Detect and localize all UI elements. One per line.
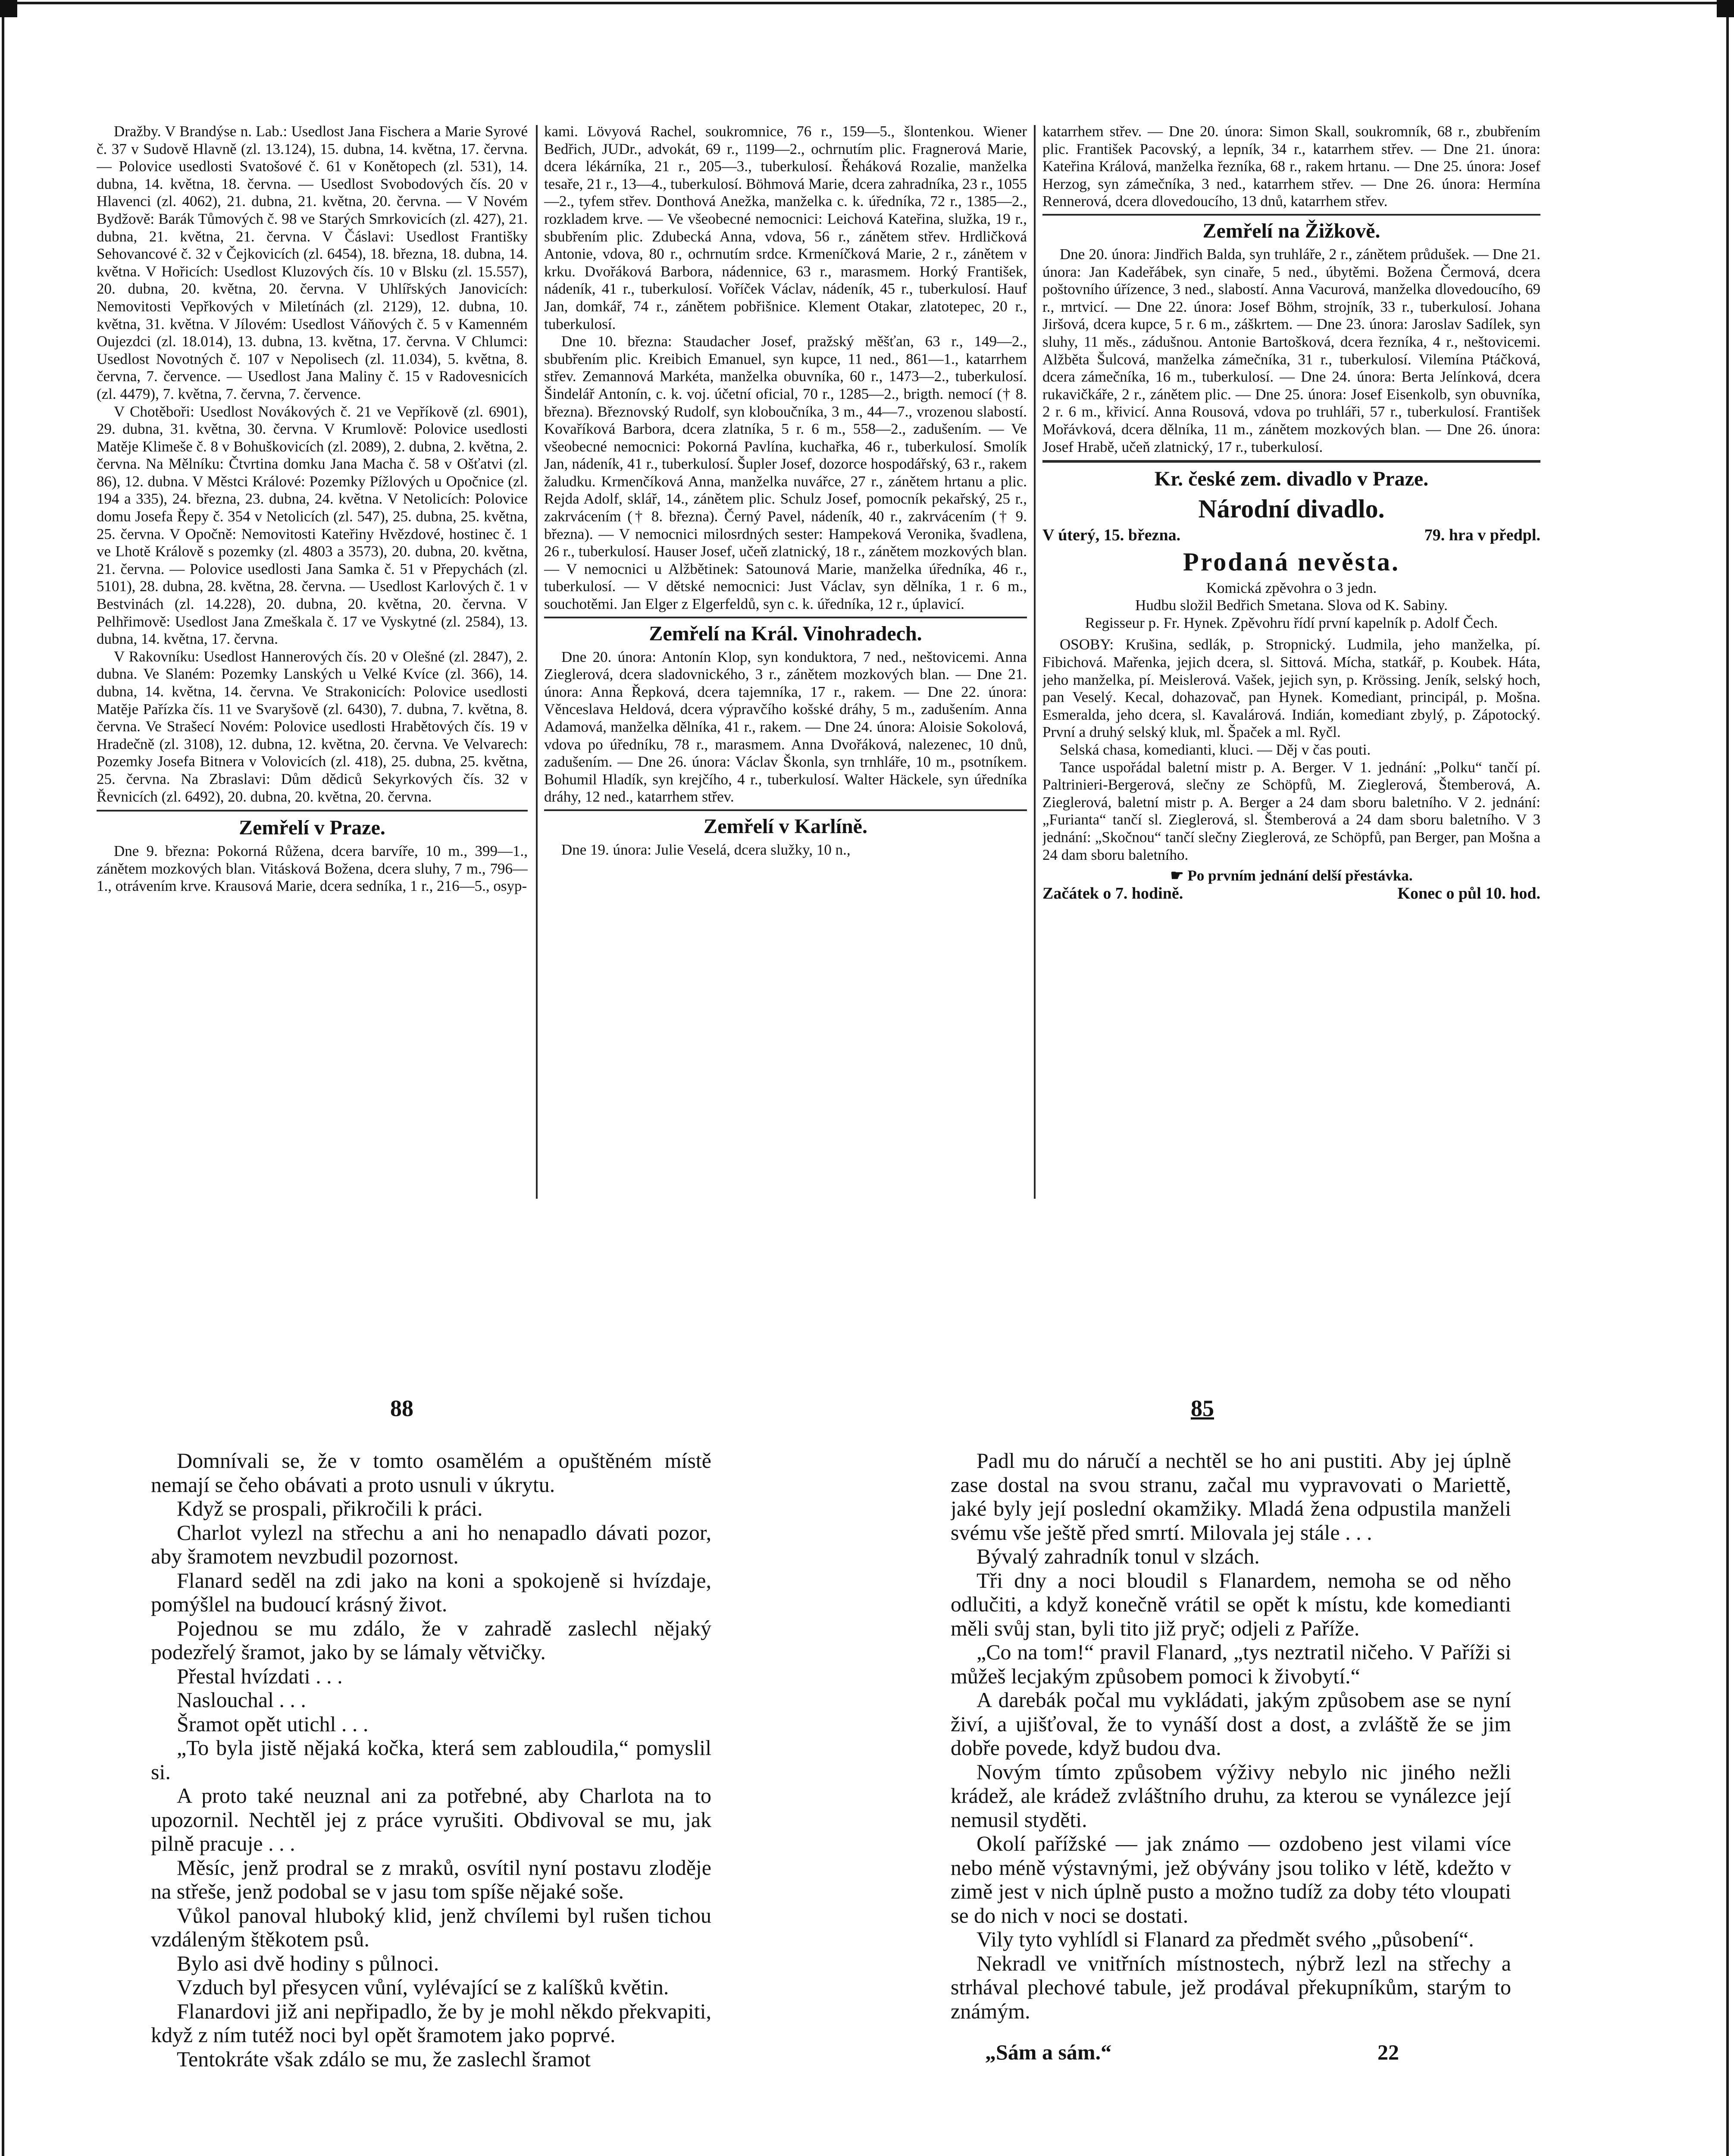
deaths-prague-march10: Dne 10. března: Staudacher Josef, pražský měšťan, 63 r., 149—2., sbubřením plic. Kreibich Emanuel, syn kupce, 11 ned., 861—1., katarrhem střev. Zemannová Markéta, manželka obuvníka, 60 r., 1473—2., tuberkulosí. Šindelář Antonín, c. k. voj. účetní oficial, 70 r., 1285—2., brigth. nemocí († 8. března). Březnovský Rudolf, syn kloboučníka, 3 m., 44—7., vrozenou slabostí. Kovaříková Barbora, dcera zlatníka, 5 r. 6 m., 558—2., zadušením. — Ve všeobecné nemocnici: Pokorná Pavlína, kuchařka, 46 r., tuberkulosí. Smolík Jan, nádeník, 41 r., tuberkulosí. Šupler Josef, dozorce hospodářský, 63 r., rakem žaludku. Krmenčíková Anna, manželka nuvářce, 27 r., zánětem hrtanu a plic. Rejda Adolf, sklář, 14., zánětem plic. Schulz Josef, pomocník pekařský, 25 r., zakrvácením († 8. března). Černý Pavel, nádeník, 40 r., zakrvácením († 9. března). — V nemocnici milosrdných sester: Hampeková Veronika, švadlena, 26 r., tuberkulosí. Hauser Josef, učeň zlatnický, 18 r., zánětem mozkových blan. — V nemocnici u Alžbětinek: Satounová Marie, manželka úředníka, 46 r., tuberkulosí. — V dětské nemocnici: Just Václav, syn dělníka, 1 r. 6 m., souchotěmi. Jan Elger z Elgerfeldů, syn c. k. úředníka, 12 r., úplavicí. <box>544 333 1027 613</box>
showtime-row <box>1042 885 1540 903</box>
column-3 <box>1042 123 1540 1203</box>
story-page-left <box>151 1449 711 2156</box>
auction-notices-cont: V Chotěboři: Usedlost Novákových č. 21 ve Vepříkově (zl. 6901), 29. dubna, 31. května, 30. června. V Krumlově: Polovice usedlosti Matěje Klimeše č. 8 v Bohuškovicích (zl. 2089), 2. dubna, 2. května, 2. června. Na Mělníku: Čtvrtina domku Jana Macha č. 58 v Ošťatvi (zl. 86), 12. dubna. V Městci Králové: Pozemky Pížlových u Opočnice (zl. 194 a 335), 24. března, 23. dubna, 24. května. V Netolicích: Polovice domu Josefa Řepy č. 354 v Netolicích (zl. 547), 25. dubna, 25. května, 25. června. V Opočně: Nemovitosti Kateřiny Hvězdové, hostinec č. 1 ve Lhotě Králově s pozemky (zl. 4803 a 3573), 20. dubna, 20. května, 21. června. — Polovice usedlosti Jana Samka č. 51 v Přepychách (zl. 5101), 28. dubna, 28. května, 28. června. — Usedlost Karlových č. 1 v Bestvinách (zl. 14.228), 20. dubna, 20. května, 20. června. V Pelhřimově: Usedlost Jana Zmeškala č. 17 ve Vyskytné (zl. 2584), 13. dubna, 14. května, 17. června. <box>97 403 528 648</box>
story-paragraph: Bývalý zahradník tonul v slzách. <box>977 1544 1260 1568</box>
divider <box>97 810 528 812</box>
story-paragraph: Bylo asi dvě hodiny s půlnoci. <box>177 1951 439 1975</box>
theatre-performance-number: 79. hra v předpl. <box>1424 526 1540 545</box>
page-footer <box>951 2040 1511 2065</box>
heading-deaths-prague: Zemřelí v Praze. <box>239 816 385 840</box>
column-divider <box>536 125 538 1199</box>
story-paragraph: Přestal hvízdati . . . <box>177 1664 343 1688</box>
story-paragraph: Charlot vylezl na střechu a ani ho nenapadlo dávati pozor, aby šramotem nevzbudil pozornost. <box>151 1520 711 1568</box>
deaths-karlin-cont: katarrhem střev. — Dne 20. února: Simon Skall, soukromník, 68 r., zbubřením plic. František Pacovský, a lepník, 34 r., katarrhem střev. — Dne 21. února: Kateřina Králová, manželka řezníka, 68 r., rakem hrtanu. — Dne 25. února: Josef Herzog, syn zámečníka, 3 ned., katarrhem střev. — Dne 26. února: Hermína Rennerová, dcera dlovedoucího, 13 dnů, katarrhem střev. <box>1042 123 1540 210</box>
story-paragraph: Vůkol panoval hluboký klid, jenž chvílemi byl rušen tichou vzdáleným štěkotem psů. <box>151 1903 711 1951</box>
heading-deaths-vinohrady: Zemřelí na Král. Vinohradech. <box>649 622 922 645</box>
story-paragraph: Domnívali se, že v tomto osamělém a opuštěném místě nemají se čeho obávati a proto usnuli v úkrytu. <box>151 1449 711 1497</box>
story-paragraph: Vily tyto vyhlídl si Flanard za předmět svého „působení“. <box>977 1927 1474 1951</box>
footer-title: „Sám a sám.“ <box>985 2040 1112 2064</box>
theatre-date-row <box>1042 526 1540 544</box>
story-paragraph: Novým tímto způsobem výživy nebylo nic jiného nežli krádež, ale krádež zvláštního druhu, za kterou se vynálezce její nemusil styděti. <box>951 1759 1511 1832</box>
deaths-karlin-text: Dne 19. února: Julie Veselá, dcera služky, 10 n., <box>561 841 851 858</box>
start-time: Začátek o 7. hodině. <box>1042 884 1183 903</box>
heading-deaths-karlin: Zemřelí v Karlíně. <box>704 815 867 838</box>
story-paragraph: Tentokráte však zdálo se mu, že zaslechl šramot <box>177 2046 591 2071</box>
story-paragraph: A darebák počal mu vykládati, jakým způsobem ase se nyní živí, a ujišťoval, že to vynáší dost a dost, a zvláště že se jim dobře povede, když budou dva. <box>951 1688 1511 1760</box>
story-page-right <box>951 1449 1511 2156</box>
story-paragraph: Když se prospali, přikročili k práci. <box>177 1496 483 1520</box>
corner-mark <box>1717 0 1734 17</box>
play-credits: Hudbu složil Bedřich Smetana. Slova od K. Sabiny. <box>1135 597 1448 614</box>
story-paragraph: Tři dny a noci bloudil s Flanardem, nemoha se od něho odlučiti, a když konečně vrátil se opět k místu, kde komedianti měli svůj stan, byli tito již pryč; odjeli z Paříže. <box>951 1568 1511 1640</box>
play-title: Prodaná nevěsta. <box>1183 547 1400 576</box>
story-paragraph: Měsíc, jenž prodral se z mraků, osvítil nyní postavu zloděje na střeše, jenž podobal se v jasu tom spíše nějaké soše. <box>151 1855 711 1903</box>
deaths-zizkov-text: Dne 20. února: Jindřich Balda, syn truhláře, 2 r., zánětem průdušek. — Dne 21. února: Jan Kadeřábek, syn cinaře, 5 ned., úbytěmi. Božena Čermová, dcera poštovního úřízence, 3 ned., slabostí. Anna Vacurová, manželka dlovedoucího, 69 r., mrtvicí. — Dne 22. února: Josef Böhm, strojník, 33 r., tuberkulosí. Johana Jiršová, dcera kupce, 5 r. 6 m., záškrtem. — Dne 23. února: Jaroslav Sadílek, syn sluhy, 11 měs., zádušnou. Antonie Bartošková, dcera řezníka, 4 r., neštovicemi. Alžběta Šulcová, manželka zámečníka, 31 r., tuberkulosí. Vilemína Ptáčková, dcera zámečníka, 16 m., tuberkulosí. — Dne 24. února: Berta Jelínková, dcera rukavičkáře, 2 r., zánětem plic. — Dne 25. února: Josef Eisenkolb, syn obuvníka, 2 r. 6 m., křivicí. Anna Rousová, vdova po truhláři, 57 r., tuberkulosí. František Mořávková, dcera dělníka, 11 m., zánětem mozkových blan. — Dne 26. února: Josef Hrabě, učeň zlatnický, 17 r., tuberkulosí. <box>1042 245 1540 455</box>
divider <box>544 617 1027 618</box>
story-paragraph: Flanardovi již ani nepřipadlo, že by je mohl někdo překvapiti, když z ním tutéž noci byl opět šramotem jako poprvé. <box>151 1999 711 2047</box>
story-paragraph: A proto také neuznal ani za potřebné, aby Charlota na to upozornil. Nechtěl jej z práce vyrušiti. Obdivoval se mu, jak pilně pracuje . . . <box>151 1783 711 1855</box>
divider <box>544 809 1027 811</box>
story-paragraph: Vzduch byl přesycen vůní, vylévající se z kalíšků květin. <box>177 1975 669 1999</box>
column-2 <box>544 123 1027 1203</box>
auction-notices: Dražby. V Brandýse n. Lab.: Usedlost Jana Fischera a Marie Syrové č. 37 v Sudově Hlavně (zl. 13.124), 15. dubna, 14. května, 17. června. — Polovice usedlosti Svatošové č. 61 v Konětopech (zl. 531), 14. dubna, 14. května, 18. června. — Usedlost Svobodových čís. 20 v Hlavenci (zl. 4062), 21. dubna, 21. května, 20. června. — V Novém Bydžově: Barák Tůmových č. 98 ve Starých Smrkovicích (zl. 427), 21. dubna, 21. května, 21. června. V Čáslavi: Usedlost Františky Sehovancové č. 32 v Čejkovicích (zl. 6454), 18. března, 18. dubna, 14. května. V Hořicích: Usedlost Kluzových čís. 10 v Blsku (zl. 15.557), 20. dubna, 20. května, 20. června. V Uhlířských Janovicích: Nemovitosti Vepřkových v Miletínách (zl. 2129), 12. dubna, 10. května, 31. května. V Jílovém: Usedlost Váňových č. 5 v Kamenném Oujezdci (zl. 18.014), 13. dubna, 13. května, 17. června. V Chlumci: Usedlost Novotných č. 107 v Nepolisech (zl. 11.034), 5. května, 8. června, 7. července. — Usedlost Jana Maliny č. 15 v Radovesnicích (zl. 4479), 7. května, 7. června, 7. července. <box>97 123 528 402</box>
intermission-note: ☛ Po prvním jednání delší přestávka. <box>1170 867 1413 884</box>
story-paragraph: Pojednou se mu zdálo, že v zahradě zaslechl nějaký podezřelý šramot, jako by se lámaly větvičky. <box>151 1616 711 1664</box>
deaths-prague-cont: kami. Lövyová Rachel, soukromnice, 76 r., 159—5., šlontenkou. Wiener Bedřich, JUDr., advokát, 69 r., 1199—2., ochrnutím plic. Fragnerová Marie, dcera lékárníka, 21 r., 205—3., tuberkulosí. Řeháková Rozalie, manželka tesaře, 21 r., 13—4., tuberkulosí. Böhmová Marie, dcera zahradníka, 23 r., 1055—2., tyfem střev. Donthová Anežka, manželka c. k. úředníka, 72 r., 1385—2., rozkladem krve. — Ve všeobecné nemocnici: Leichová Kateřina, služka, 19 r., sbubřením plic. Zdubecká Anna, vdova, 56 r., zánětem střev. Hrdličková Antonie, vdova, 80 r., ochrnutím srdce. Krmeníčková Marie, 2 r., zánětem v krku. Dvořáková Barbora, nádennice, 63 r., marasmem. Horký František, nádeník, 41 r., tuberkulosí. Voříček Václav, nádeník, 45 r., tuberkulosí. Hauf Jan, domkář, 74 r., zánětem pobřišnice. Klement Otakar, zlatotepec, 20 r., tuberkulosí. <box>544 123 1027 332</box>
story-paragraph: Šramot opět utichl . . . <box>177 1711 369 1736</box>
heading-national-theatre: Národní divadlo. <box>1198 495 1385 523</box>
column-1 <box>97 123 528 1203</box>
corner-mark <box>0 0 17 17</box>
story-paragraph: Naslouchal . . . <box>177 1688 306 1712</box>
story-paragraph: Flanard seděl na zdi jako na koni a spokojeně si hvízdaje, pomýšlel na budoucí krásný život. <box>151 1568 711 1616</box>
page-number-right: 85 <box>1191 1395 1214 1421</box>
divider <box>1042 214 1540 216</box>
theatre-date: V úterý, 15. března. <box>1042 526 1181 545</box>
column-divider <box>1034 125 1036 1199</box>
story-paragraph: Padl mu do náručí a nechtěl se ho ani pustiti. Aby jej úplně zase dostal na svou stranu, začal mu vypravovati o Mariettě, jaké byly její poslední okamžiky. Mladá žena odpustila manželi svému vše ještě před smrtí. Milovala jej stále . . . <box>951 1449 1511 1545</box>
play-genre: Komická zpěvohra o 3 jedn. <box>1206 579 1377 596</box>
footer-signature-number: 22 <box>1377 2040 1399 2064</box>
play-chorus: Selská chasa, komedianti, kluci. — Děj v čas pouti. <box>1060 741 1371 758</box>
story-paragraph: Okolí pařížské — jak známo — ozdobeno jest vilami více nebo méně výstavnými, jež obývány jsou toliko v létě, kdežto v zimě jest v nich úplně pusto a možno tudíž za doby této vloupati se do nich v noci se dostati. <box>951 1831 1511 1927</box>
page-number-left: 88 <box>390 1395 413 1421</box>
deaths-prague-text: Dne 9. března: Pokorná Růžena, dcera barvíře, 10 m., 399—1., zánětem mozkových blan. Vitásková Božena, dcera sluhy, 7 m., 796—1., otrávením krve. Krausová Marie, dcera sedníka, 1 r., 216—5., osyp- <box>97 843 528 895</box>
heading-theatre: Kr. české zem. divadlo v Praze. <box>1154 467 1429 491</box>
play-cast: OSOBY: Krušina, sedlák, p. Stropnický. Ludmila, jeho manželka, pí. Fibichová. Mařenka, jejich dcera, sl. Sittová. Mícha, statkář, p. Koubek. Háta, jeho manželka, pí. Meislerová. Vašek, jejich syn, p. Krössing. Jeník, selský hoch, pan Veselý. Kecal, dohazovač, pan Hynek. Komediant, principál, p. Mošna. Esmeralda, jeho dcera, sl. Kavalárová. Indián, komediant zbylý, p. Zápotocký. První a druhý selský kluk, ml. Špaček a ml. Ryčl. <box>1042 636 1540 741</box>
divider <box>1042 460 1540 463</box>
play-direction: Regisseur p. Fr. Hynek. Zpěvohru řídí první kapelník p. Adolf Čech. <box>1085 614 1498 631</box>
heading-deaths-zizkov: Zemřelí na Žižkově. <box>1202 219 1380 242</box>
story-paragraph: Nekradl ve vnitřních místnostech, nýbrž lezl na střechy a strhával plechové tabule, jež prodával překupníkům, starým to známým. <box>951 1951 1511 2023</box>
story-paragraph: „Co na tom!“ pravil Flanard, „tys neztratil ničeho. V Paříži si můžeš lecjakým způsobem pomoci k živobytí.“ <box>951 1640 1511 1688</box>
pointing-hand-icon: ☛ <box>1170 867 1188 884</box>
play-ballet: Tance uspořádal baletní mistr p. A. Berger. V 1. jednání: „Polku“ tančí pí. Paltrinieri-Bergerová, slečny ze Schöpfů, M. Zieglerová, Štemberová, A. Zieglerová, baletní mistr p. A. Berger a 24 dam sboru baletního. V 2. jednání: „Furianta“ tančí sl. Zieglerová, sl. Štemberová a 24 dam sboru baletního. V 3 jednání: „Skočnou“ tančí slečny Zieglerová, ze Schöpfů, pan Berger, pan Mošna a 24 dam sboru baletního. <box>1042 758 1540 863</box>
auction-notices-cont: V Rakovníku: Usedlost Hannerových čís. 20 v Olešné (zl. 2847), 2. dubna. Ve Slaném: Pozemky Lanských u Velké Kvíce (zl. 366), 14. dubna, 14. května, 14. června. Ve Strakonicích: Polovice usedlosti Matěje Pařízka čís. 11 ve Svaryšově (zl. 6430), 7. dubna, 7. května, 8. června. Ve Strašecí Novém: Polovice usedlosti Hrabětových čís. 19 v Hradečně (zl. 3108), 12. dubna, 12. května, 20. června. Ve Velvarech: Pozemky Josefa Bitnera v Volovicích (zl. 418), 25. dubna, 25. května, 25. června. Na Zbraslavi: Dům dědiců Sekyrkových čís. 32 v Řevnicích (zl. 6492), 20. dubna, 20. května, 20. června. <box>97 648 528 805</box>
end-time: Konec o půl 10. hod. <box>1397 884 1540 903</box>
deaths-vinohrady-text: Dne 20. února: Antonín Klop, syn konduktora, 7 ned., neštovicemi. Anna Zieglerová, dcera sladovnického, 3 r., zánětem mozkových blan. — Dne 21. února: Anna Řepková, dcera tajemníka, 17 r., rakem. — Dne 22. února: Věnceslava Heldová, dcera výpravčího košské dráhy, 5 m., zadušením. Anna Adamová, manželka dělníka, 41 r., rakem. — Dne 24. února: Aloisie Sokolová, vdova po úředníku, 78 r., marasmem. Anna Dvořáková, nalezenec, 10 dnů, zadušením. — Dne 26. února: Václav Škonla, syn trnhláře, 10 m., psotníkem. Bohumil Hladík, syn krejčího, 4 r., tuberkulosí. Walter Häckele, syn úředníka dráhy, 12 ned., katarrhem střev. <box>544 648 1027 805</box>
story-paragraph: „To byla jistě nějaká kočka, která sem zabloudila,“ pomyslil si. <box>151 1736 711 1784</box>
